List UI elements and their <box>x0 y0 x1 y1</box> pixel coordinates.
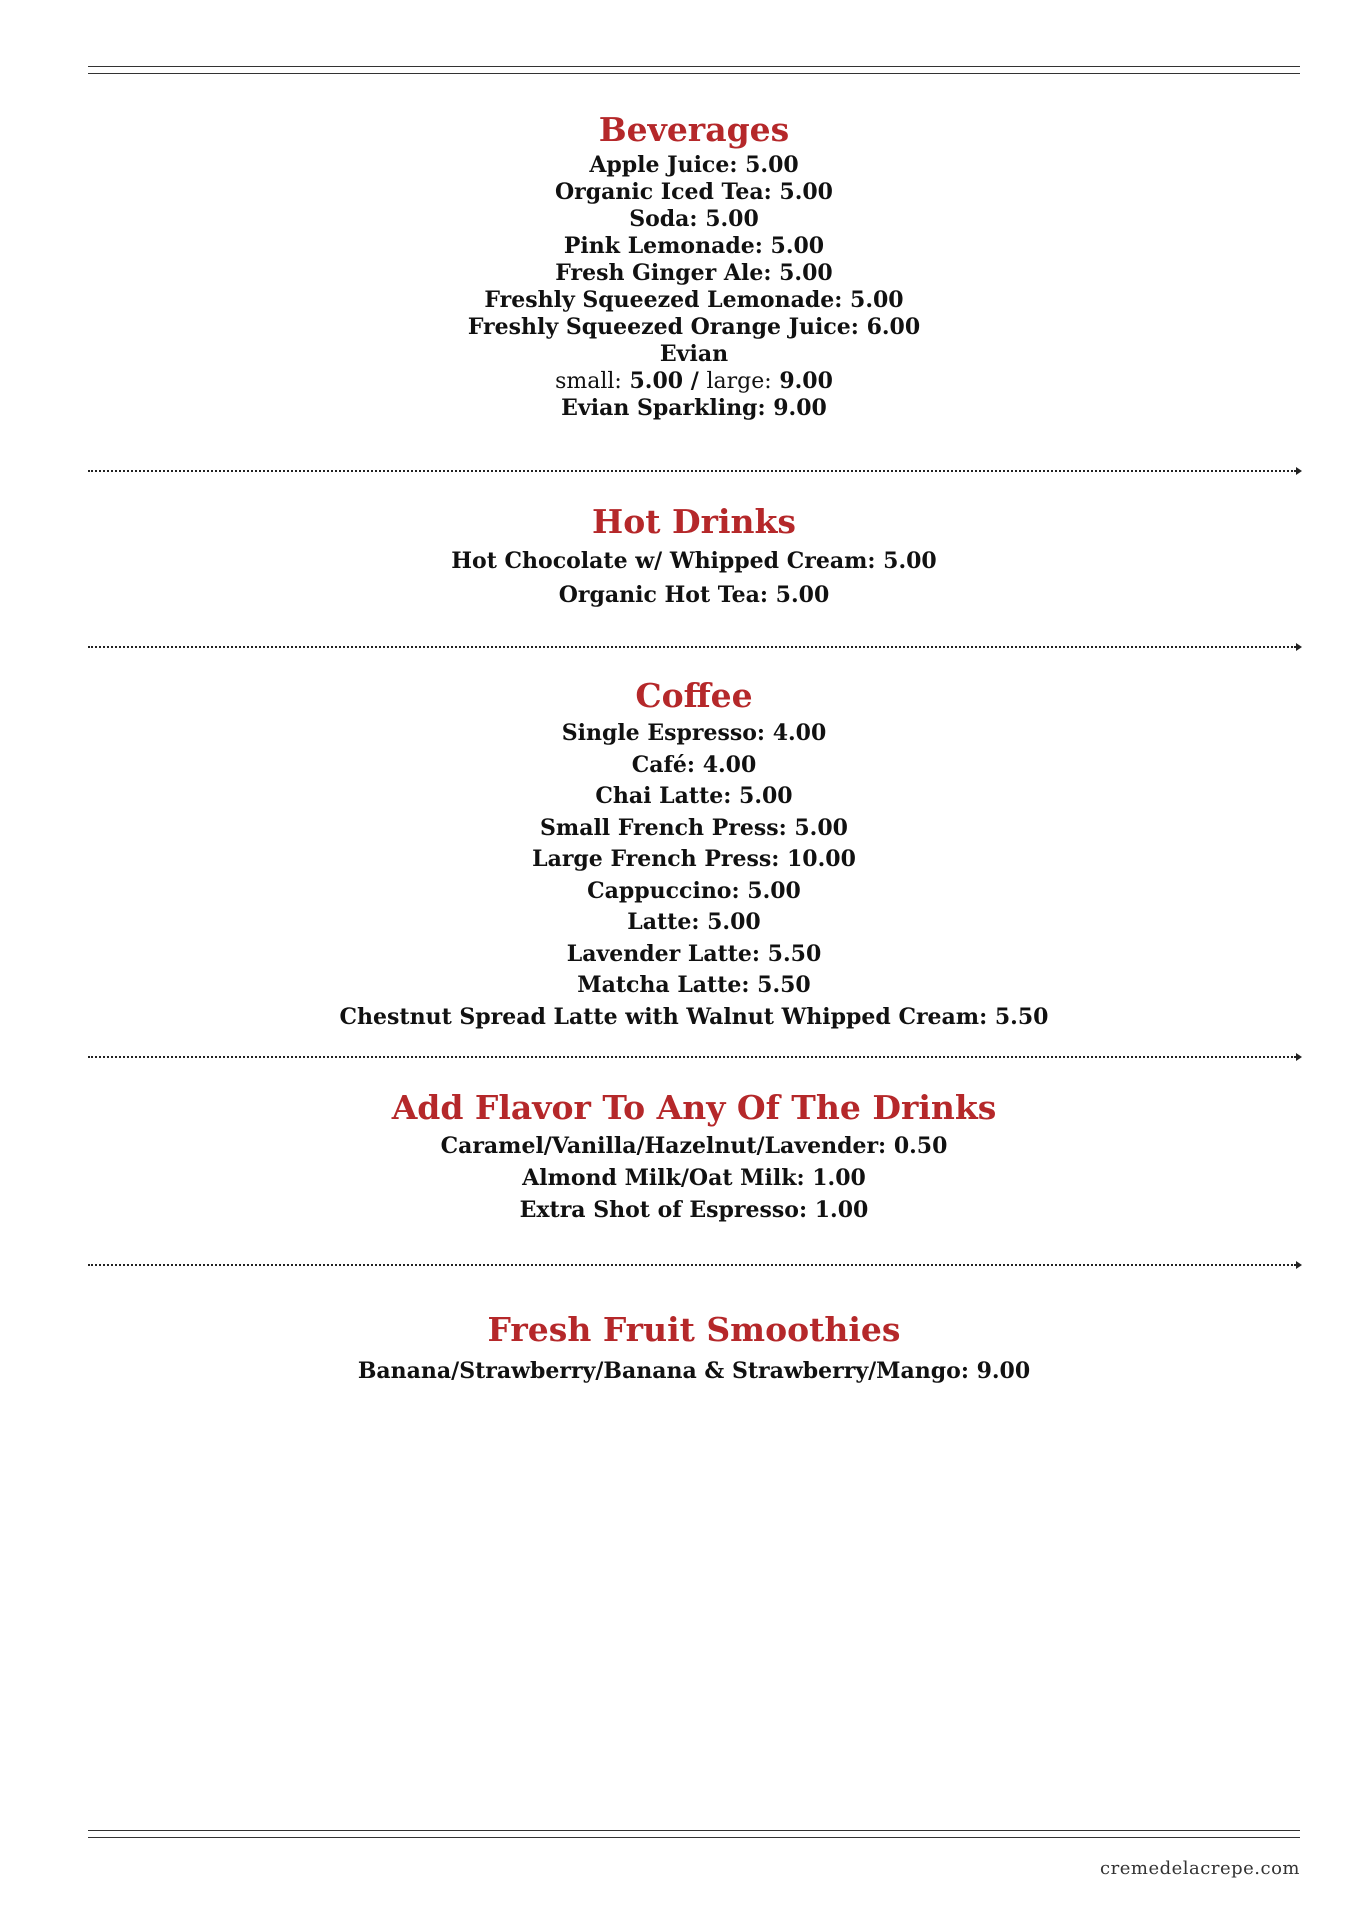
top-double-rule <box>88 66 1300 74</box>
section-divider <box>88 1264 1296 1266</box>
evian-large-price: 9.00 <box>779 368 833 394</box>
menu-item: Large French Press: 10.00 <box>532 846 856 872</box>
menu-item: Hot Chocolate w/ Whipped Cream: 5.00 <box>451 548 937 574</box>
evian-small-price: 5.00 <box>629 368 684 394</box>
section-divider <box>88 646 1296 648</box>
menu-item: Lavender Latte: 5.50 <box>566 940 822 967</box>
menu-item: Organic Iced Tea: 5.00 <box>555 179 833 205</box>
section-beverages <box>88 110 1300 422</box>
section-smoothies <box>88 1310 1300 1385</box>
menu-item: Pink Lemonade: 5.00 <box>563 233 825 259</box>
menu-item: Banana/Strawberry/Banana & Strawberry/Mango: 9.00 <box>357 1358 1031 1384</box>
section-hot-drinks <box>88 502 1300 612</box>
footer-website-url: cremedelacrepe.com <box>1100 1858 1300 1879</box>
menu-item: Organic Hot Tea: 5.00 <box>558 582 830 608</box>
menu-item: Evian <box>659 341 729 367</box>
menu-item: Almond Milk/Oat Milk: 1.00 <box>522 1165 866 1191</box>
menu-item: Caramel/Vanilla/Hazelnut/Lavender: 0.50 <box>440 1133 948 1159</box>
bottom-double-rule <box>88 1830 1300 1838</box>
section-divider <box>88 1056 1296 1058</box>
menu-item: Single Espresso: 4.00 <box>561 720 827 746</box>
menu-item-evian-sizes <box>88 368 1300 395</box>
section-title-hot-drinks: Hot Drinks <box>592 502 796 541</box>
section-coffee <box>88 676 1300 1033</box>
menu-item: Café: 4.00 <box>631 751 757 778</box>
menu-item: Cappuccino: 5.00 <box>587 877 801 904</box>
menu-item: Apple Juice: 5.00 <box>589 152 799 178</box>
section-title-beverages: Beverages <box>598 110 790 149</box>
section-add-flavor <box>88 1088 1300 1226</box>
section-title-smoothies: Fresh Fruit Smoothies <box>487 1310 901 1349</box>
section-title-add-flavor: Add Flavor To Any Of The Drinks <box>391 1088 997 1127</box>
menu-item: Chai Latte: 5.00 <box>595 783 793 809</box>
evian-size-separator: / <box>690 368 699 394</box>
menu-item: Matcha Latte: 5.50 <box>577 972 811 998</box>
menu-item: Extra Shot of Espresso: 1.00 <box>519 1197 869 1223</box>
menu-item: Fresh Ginger Ale: 5.00 <box>555 260 833 286</box>
section-title-coffee: Coffee <box>635 676 753 715</box>
menu-item: Freshly Squeezed Lemonade: 5.00 <box>484 287 904 313</box>
menu-item: Soda: 5.00 <box>629 206 759 232</box>
menu-item: Evian Sparkling: 9.00 <box>561 395 827 421</box>
evian-small-label: small: <box>555 369 622 394</box>
menu-item: Latte: 5.00 <box>627 909 761 935</box>
evian-large-label: large: <box>706 369 772 394</box>
menu-item: Small French Press: 5.00 <box>540 814 848 841</box>
section-divider <box>88 470 1296 472</box>
menu-item: Chestnut Spread Latte with Walnut Whipped Cream: 5.50 <box>339 1003 1049 1030</box>
menu-item: Freshly Squeezed Orange Juice: 6.00 <box>467 314 921 340</box>
